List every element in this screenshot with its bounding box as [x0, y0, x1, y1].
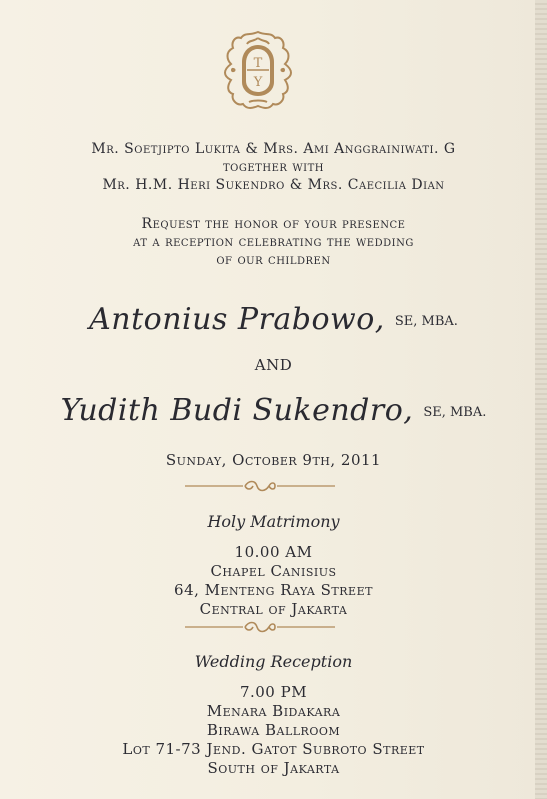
hosts-line-2: together with [223, 159, 324, 175]
conjunction: AND [254, 356, 293, 374]
monogram-letter-t: T [253, 56, 263, 71]
ornament-divider-2 [185, 621, 335, 633]
matrimony-address: 64, Menteng Raya Street [174, 581, 373, 599]
matrimony-area: Central of Jakarta [199, 600, 348, 618]
bride-name: Yudith Budi Sukendro, [60, 393, 414, 428]
matrimony-title: Holy Matrimony [207, 512, 340, 531]
reception-room: Birawa Ballroom [206, 721, 341, 739]
groom-suffix: SE, MBA. [394, 314, 458, 329]
bride-suffix: SE, MBA. [423, 405, 487, 420]
matrimony-venue: Chapel Canisius [210, 562, 337, 580]
reception-area: South of Jakarta [207, 759, 340, 777]
request-line-1: Request the honor of your presence [141, 216, 406, 232]
monogram-letter-y: Y [253, 75, 263, 90]
reception-venue: Menara Bidakara [206, 702, 341, 720]
request-line-3: of our children [216, 252, 331, 268]
monogram-crest [219, 30, 297, 110]
reception-address: Lot 71-73 Jend. Gatot Subroto Street [122, 740, 425, 758]
groom-name-row [0, 302, 547, 337]
wedding-date: Sunday, October 9th, 2011 [165, 451, 382, 469]
request-line-2: at a reception celebrating the wedding [133, 234, 414, 250]
reception-time: 7.00 PM [239, 683, 308, 701]
matrimony-time: 10.00 AM [234, 543, 313, 561]
bride-name-row [0, 393, 547, 428]
hosts-line-3: Mr. H.M. Heri Sukendro & Mrs. Caecilia Dian [102, 177, 445, 193]
ornament-divider-1 [185, 480, 335, 492]
groom-name: Antonius Prabowo, [89, 302, 385, 337]
reception-title: Wedding Reception [194, 652, 353, 671]
hosts-line-1: Mr. Soetjipto Lukita & Mrs. Ami Anggrainiwati. G [91, 141, 456, 157]
